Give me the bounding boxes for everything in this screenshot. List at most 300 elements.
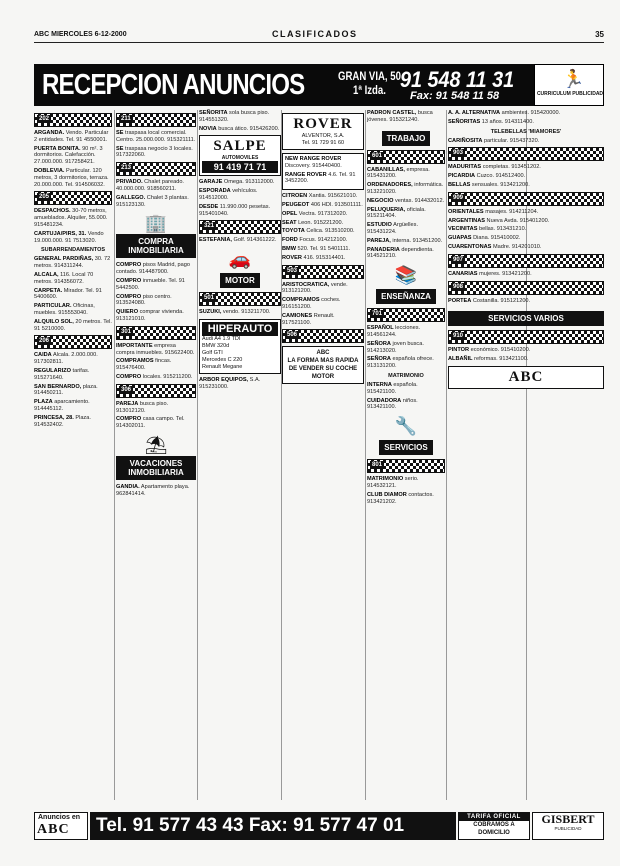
ad-lead: BMW	[282, 245, 296, 252]
classified-ad	[116, 278, 196, 292]
classified-ad	[285, 172, 361, 186]
classified-ad	[116, 146, 196, 160]
ad-list	[448, 110, 604, 126]
classified-ad	[448, 271, 604, 278]
classified-ad	[367, 167, 445, 181]
ad-list	[367, 167, 445, 205]
ad-list	[367, 476, 445, 505]
ad-text: Omega. 913112000.	[222, 179, 275, 186]
ad-lead: CARIÑOSITA	[448, 137, 483, 144]
classified-ad	[34, 256, 112, 270]
ad-lead: MADURITAS	[448, 164, 482, 171]
classified-ad	[367, 341, 445, 355]
ad-list	[448, 298, 604, 305]
building-icon: 🏢	[144, 213, 168, 234]
section-ensenanza: 📚 ENSEÑANZA	[367, 264, 445, 304]
classified-ad	[34, 146, 112, 166]
ad-text: Oficinas, muebles. 915553040.	[34, 303, 95, 316]
classified-ad	[199, 377, 281, 391]
section-code: 211	[116, 113, 196, 127]
ad-lead: DESPACHOS.	[34, 208, 71, 215]
classified-ad	[448, 244, 604, 251]
classified-ad	[448, 226, 604, 233]
classified-ad	[116, 416, 196, 430]
wrench-icon: 🔧	[394, 416, 418, 437]
ad-lead: GANDIA.	[116, 483, 140, 490]
ad-text: 30. 72 metros. 914311244.	[34, 256, 111, 270]
classified-ad	[448, 110, 604, 117]
ad-lead: CLUB DIAMOR	[367, 491, 407, 498]
classified-ad	[367, 198, 445, 205]
ad-text: Xantia. 915621010.	[307, 193, 358, 200]
column-rule	[365, 110, 366, 800]
ad-text: Vectra. 917312020.	[297, 210, 348, 217]
runner-icon: 🏃	[562, 69, 585, 89]
ad-list	[448, 209, 604, 251]
ad-text: busca ático. 915426200.	[216, 125, 280, 132]
ad-text: busca piso. 913012120.	[116, 400, 169, 414]
ad-lead: COMPRO	[116, 416, 142, 423]
classified-ad	[116, 401, 196, 415]
ad-lead: DOBLEVIA.	[34, 167, 65, 174]
ad-text: Chalet 3 plantas. 915123130.	[116, 194, 189, 208]
ad-lead: DESDE	[199, 203, 219, 210]
ad-text: empresa compra inmuebles. 915622400.	[116, 342, 195, 356]
ad-list	[116, 343, 196, 381]
section-code: 506	[282, 329, 364, 343]
ad-lead: CARPETA.	[34, 287, 63, 294]
ad-lead: PAREJA,	[367, 237, 391, 244]
ad-text: 116. Local 70 metros. 914356072.	[34, 271, 94, 285]
beach-icon: ⛱	[144, 434, 168, 455]
ad-text: inmueble. Tel. 91 5442500.	[116, 277, 185, 291]
ad-lead: CUARENTONAS	[448, 243, 492, 250]
ad-lead: A. A. ALTERNATIVA	[448, 110, 501, 116]
ad-list	[34, 352, 112, 428]
rover-ad: ROVER ALVENTOR, S.A. Tel. 91 729 91 60	[282, 113, 364, 150]
column-6	[448, 110, 604, 790]
ad-text: Diana. 915410002.	[471, 235, 521, 242]
ad-lead: ALBAÑIL	[448, 356, 473, 363]
classified-ad	[199, 204, 281, 218]
ad-text: Alcala. 2.000.000. 917302811.	[34, 352, 98, 366]
ad-list	[116, 262, 196, 322]
banner-fax: Fax: 91 548 11 58	[410, 90, 500, 102]
ad-lead: COMPRO	[116, 293, 142, 300]
ad-lead: CABANILLAS,	[367, 166, 405, 173]
ad-text: S.A. 915231000.	[199, 376, 261, 390]
ad-lead: PRINCESA, 28.	[34, 414, 74, 421]
books-icon: 📚	[394, 265, 418, 286]
ad-text: 13 años. 914311400.	[480, 118, 534, 125]
tarifa-oficial-box: TARIFA OFICIAL COBRAMOS A DOMICILIO	[458, 812, 530, 840]
ad-lead: GARAJE	[199, 179, 223, 186]
ad-lead: PRIVADO.	[116, 179, 143, 186]
ad-list	[448, 347, 604, 363]
classified-ad	[34, 368, 112, 382]
anuncios-abc-box: Anuncios en ABC	[34, 812, 88, 840]
section-vacaciones: ⛱ VACACIONES INMOBILIARIA	[116, 434, 196, 480]
ad-text: Golf. 914361222.	[231, 237, 277, 244]
column-5	[367, 110, 445, 790]
ad-list	[34, 256, 112, 332]
ad-text: 20 metros. Tel. 91 5210000.	[34, 318, 112, 332]
section-code: 909	[448, 192, 604, 206]
text-line: BMW 320d	[202, 342, 230, 349]
car-icon: 🚗	[228, 249, 252, 270]
classified-ad	[34, 303, 112, 317]
page-header	[34, 29, 604, 43]
column-rule	[197, 110, 198, 800]
ad-list	[199, 309, 281, 316]
section-code: 321	[199, 220, 281, 234]
classified-ad	[285, 156, 361, 170]
ad-list	[367, 382, 445, 411]
ad-lead: REGULARIZO	[34, 367, 71, 374]
ad-lead: PINTOR	[448, 347, 470, 354]
ad-lead: SE	[116, 145, 124, 152]
ad-lead: MATRIMONIO	[367, 476, 404, 483]
ad-lead: VECINITAS	[448, 226, 478, 233]
ad-lead: PUERTA BONITA.	[34, 145, 81, 152]
ad-list	[34, 208, 112, 244]
ad-text: ambientes. 915420000.	[500, 110, 561, 116]
ad-text: Chalet pareado. 40.000.000. 918560211.	[116, 179, 184, 192]
ad-text: niños. 913421100.	[367, 397, 418, 411]
ad-text: vehículos. 914512000.	[199, 188, 258, 201]
ad-lead: ORIENTALES	[448, 208, 484, 215]
ad-text: española. 915421100.	[367, 381, 418, 395]
ad-text: masajes. 914211204.	[483, 208, 539, 215]
salpe-ad: SALPE AUTOMOVILES 91 419 71 71	[199, 135, 281, 176]
classified-ad	[448, 173, 604, 180]
ad-list	[448, 138, 604, 145]
ad-lead: PARTICULAR.	[34, 303, 72, 310]
ad-lead: NOVIA	[199, 125, 217, 132]
classified-ad	[116, 130, 196, 144]
classified-ad	[448, 209, 604, 216]
ad-text: particular. 915437320.	[482, 137, 540, 144]
ad-text: mujeres. 913421200.	[477, 270, 532, 277]
ad-lead: ESTUDIO	[367, 222, 392, 229]
ad-lead: PANADERIA	[367, 246, 400, 253]
ad-lead: PICARDIA	[448, 173, 476, 180]
ad-lead: TOYOTA	[282, 228, 305, 235]
ad-list	[285, 156, 361, 185]
ad-text: completas. 913451202.	[481, 164, 541, 171]
ad-lead: FORD	[282, 237, 298, 244]
ad-list	[448, 271, 604, 278]
section-code: 903	[448, 147, 604, 161]
header-date: ABC MIERCOLES 6-12-2000	[34, 31, 127, 38]
ad-lead: IMPORTANTE	[116, 342, 153, 349]
ad-text: 520. Tel. 91 5401111.	[295, 245, 350, 252]
ad-lead: COMPRO	[116, 373, 142, 380]
classified-ad	[199, 126, 281, 133]
section-code: 205	[34, 191, 112, 205]
section-motor: 🚗 MOTOR	[199, 248, 281, 288]
abc-motor-ad	[282, 346, 364, 384]
ad-text: Madre. 914201010.	[491, 243, 542, 250]
ad-text: casa campo. Tel. 914302011.	[116, 416, 185, 430]
ad-text: Plaza. 914532402.	[34, 414, 91, 428]
ad-text: traspasa negocio 3 locales. 917322060.	[116, 145, 193, 159]
ad-text: reformas. 913421100.	[472, 356, 529, 363]
ad-lead: PLAZA	[34, 399, 53, 406]
gisbert-box: GISBERT PUBLICIDAD	[532, 812, 604, 840]
ad-text: fincas. 915476400.	[116, 358, 172, 372]
ad-text: sensuales. 913421200.	[470, 181, 530, 188]
ad-text: 30-70 metros, amueblados. Alquiler, 55.000. 915481234.	[34, 208, 108, 228]
ad-text: Vendo. Particular 2 entidades. Tel. 91 4550001.	[34, 130, 109, 143]
section-code: 601	[367, 150, 445, 164]
text-line: Audi A4 1.9 TDI	[202, 335, 241, 342]
ad-lead: PAREJA	[116, 400, 139, 407]
ad-text: Celica. 913510200.	[304, 228, 355, 235]
ad-lead: SEÑORA	[367, 356, 391, 363]
subheading: SUBARRENDAMIENTOS	[40, 247, 106, 254]
ad-text: Costanilla. 915121200.	[471, 297, 531, 304]
ad-text: Nueva Avda. 915401200.	[484, 217, 550, 224]
ad-list	[448, 164, 604, 188]
ad-lead: BELLAS	[448, 181, 471, 188]
classified-ad	[34, 352, 112, 366]
ad-lead: COMPRO	[116, 262, 142, 269]
ad-lead: ROVER	[282, 254, 302, 261]
section-code: 701	[367, 308, 445, 322]
abc-logo-box: ABC	[448, 366, 604, 389]
ad-text: Discovery. 915440400.	[285, 162, 342, 169]
ad-lead: COMPRO	[116, 277, 142, 284]
ad-text: busca jóvenes. 915321240.	[367, 110, 433, 123]
subheading: MATRIMONIO	[388, 372, 424, 379]
classified-ad	[116, 179, 196, 193]
ad-lead: COMPRAMOS	[116, 358, 154, 365]
banner-title: RECEPCION ANUNCIOS	[42, 69, 305, 101]
ad-lead: GALLEGO.	[116, 194, 146, 201]
section-code: 907	[448, 254, 604, 268]
column-rule	[114, 110, 115, 800]
classified-ad	[367, 476, 445, 490]
ad-text: joven busca. 914213020.	[367, 340, 424, 354]
ad-lead: ESPORADA	[199, 188, 231, 195]
ad-list	[199, 237, 281, 244]
classified-ad	[199, 309, 281, 316]
section-code: 301	[116, 326, 196, 340]
section-trabajo: TRABAJO	[367, 128, 445, 146]
classified-ad	[34, 399, 112, 413]
classified-ad	[116, 358, 196, 372]
ad-text: traspasa local comercial. Centro. 25.000.000. 915321111.	[116, 130, 196, 143]
ad-lead: SE	[116, 130, 124, 136]
classified-ad	[448, 119, 604, 126]
section-code: 503	[282, 265, 364, 279]
ad-list	[367, 110, 445, 124]
text-line: Tel. 91 729 91 60	[301, 140, 345, 146]
ad-text: bellas. 913431210.	[477, 226, 527, 233]
ad-text: informática. 913221020.	[367, 182, 444, 195]
ad-list	[34, 130, 112, 188]
classified-ad	[448, 182, 604, 189]
ad-list	[282, 193, 364, 261]
classified-ad	[282, 202, 364, 209]
ad-lead: ARGANDA.	[34, 130, 65, 136]
ad-text: lecciones. 914561244.	[367, 325, 421, 338]
page-number: 35	[595, 30, 604, 39]
ad-text: Mirador. Tel. 91 5400600.	[34, 287, 102, 301]
ad-text: tarifas. 915271640.	[34, 367, 90, 381]
ad-text: vende. 913121200.	[282, 281, 348, 295]
classified-ad	[367, 238, 445, 245]
ad-text: contactos. 913421202.	[367, 491, 434, 505]
ad-text: sola busca piso. 914551320.	[199, 110, 270, 123]
ad-lead: SEÑORITA	[199, 110, 228, 116]
ad-text: Focus. 914212100.	[297, 237, 348, 244]
ad-text: dependienta. 914521210.	[367, 246, 434, 260]
banner-address: GRAN VIA, 50 1ª Izda.	[338, 69, 401, 97]
ad-lead: ESTEFANIA,	[199, 237, 232, 244]
ad-text: Cuzco. 914512400.	[475, 173, 526, 180]
ad-lead: COMPRAMOS	[282, 297, 320, 304]
classified-ad	[34, 319, 112, 333]
ad-lead: NEGOCIO	[367, 197, 394, 204]
ad-lead: NEW RANGE ROVER	[285, 156, 342, 162]
ad-text: comprar vivienda. 913121010.	[116, 309, 184, 322]
ad-lead: OPEL	[282, 210, 298, 217]
ad-text: interna. 913451200.	[390, 237, 443, 244]
ad-text: Leon. 915221200.	[296, 219, 344, 226]
text-line: DE VENDER SU COCHE	[288, 366, 358, 373]
ad-lead: SEÑORA	[367, 340, 391, 347]
ad-lead: ARISTOCRATICA,	[282, 281, 330, 288]
classified-ad	[448, 347, 604, 354]
classified-ad	[34, 208, 112, 228]
ad-lead: CANARIAS	[448, 270, 478, 277]
ad-lead: QUIERO	[116, 309, 139, 316]
ad-text: 4.6. Tel. 91 3452200.	[285, 171, 356, 185]
ad-lead: ESPAÑOL	[367, 325, 394, 332]
classified-ad	[34, 231, 112, 245]
classified-ad	[116, 309, 196, 323]
column-1	[34, 110, 112, 790]
ad-list	[367, 207, 445, 261]
ad-text: empresa. 915431200.	[367, 166, 430, 180]
classified-ad	[34, 168, 112, 188]
ad-text: española ofrece. 913131200.	[367, 356, 434, 370]
ad-list	[282, 282, 364, 327]
ad-text: Apartamento playa. 962841414.	[116, 483, 190, 497]
section-code: 908	[448, 281, 604, 295]
ad-text: Vendo 19.000.000. 91 7513020.	[34, 230, 104, 244]
classified-ad	[34, 288, 112, 302]
text-line: ALVENTOR, S.A.	[301, 133, 345, 139]
classified-ad	[282, 228, 364, 235]
classified-ad	[282, 211, 364, 218]
classified-ad	[367, 110, 445, 124]
ad-text: plaza. 914450211.	[34, 383, 98, 397]
ad-lead: INTERNA	[367, 381, 392, 388]
ad-text: 90 m². 3 dormitorios. Calefacción. 27.000.000. 917258421.	[34, 145, 103, 166]
ad-lead: PADRON CASTEL,	[367, 110, 417, 116]
text-line: LA FORMA MAS RAPIDA	[287, 358, 359, 365]
classified-ad	[282, 255, 364, 262]
ad-text: 11.990.000 pesetas. 915401040.	[199, 203, 271, 217]
ad-lead: ALQUILO SOL,	[34, 318, 74, 325]
ad-list	[199, 377, 281, 391]
hiperauto-lines	[202, 336, 278, 371]
classified-ad	[199, 188, 281, 202]
ad-lead: GUAPAS	[448, 235, 472, 242]
text-line: Golf GTI	[202, 349, 223, 356]
curriculum-logo: 🏃 CURRICULUM PUBLICIDAD	[534, 64, 604, 106]
classified-ad	[34, 272, 112, 286]
section-code: 213	[116, 162, 196, 176]
classified-ad	[116, 343, 196, 357]
classified-ad	[367, 398, 445, 412]
classified-ad	[116, 294, 196, 308]
ad-text: vendo. 913211700.	[221, 309, 271, 316]
section-code: 202	[34, 113, 112, 127]
ad-lead: ARBOR EQUIPOS,	[199, 376, 249, 383]
ad-text: serio. 914532121.	[367, 476, 419, 489]
ad-lead: CITROEN	[282, 193, 308, 200]
ad-text: Argüelles. 915431224.	[367, 222, 418, 235]
ad-lead: GENERAL PARDIÑAS,	[34, 256, 94, 263]
classified-ad	[367, 182, 445, 196]
ad-text: locales. 915211200.	[141, 373, 193, 380]
classified-ad	[116, 484, 196, 498]
ad-lead: SAN BERNARDO,	[34, 383, 82, 390]
ad-text: Particular. 120 metros, 3 dormitorios, terraza. 20.000.000. Tel. 914506032.	[34, 167, 109, 188]
section-code: 910	[448, 330, 604, 344]
ad-list	[116, 484, 196, 498]
classified-ad	[282, 237, 364, 244]
ad-lead: PELUQUERIA,	[367, 206, 406, 213]
section-code: 801	[367, 459, 445, 473]
ad-lead: ARGENTINAS	[448, 217, 485, 224]
section-servicios-varios: SERVICIOS VARIOS	[448, 308, 604, 326]
ad-list	[116, 401, 196, 430]
classified-ad	[282, 193, 364, 200]
ad-list	[116, 179, 196, 208]
ad-lead: ORDENADORES,	[367, 182, 413, 189]
ad-text: aparcamiento. 914445112.	[34, 399, 90, 412]
section-code: 306	[116, 384, 196, 398]
classified-ad	[199, 237, 281, 244]
classified-ad	[116, 262, 196, 276]
classified-ad	[448, 298, 604, 305]
ad-lead: SEÑORITAS	[448, 118, 481, 125]
classified-ad	[448, 138, 604, 145]
classified-ad	[367, 325, 445, 339]
classified-ad	[199, 179, 281, 186]
section-servicios: 🔧 SERVICIOS	[367, 415, 445, 455]
section-code: 206	[34, 335, 112, 349]
classified-ad	[199, 110, 281, 124]
ad-text: oficiala. 915211404.	[367, 206, 426, 220]
text-line: MOTOR	[311, 374, 335, 381]
column-rule	[446, 110, 447, 800]
section-code: 501	[199, 292, 281, 306]
reception-banner	[34, 64, 604, 106]
classified-ad	[282, 246, 364, 253]
text-line: Mercedes C 220	[202, 356, 243, 363]
classified-ad	[448, 164, 604, 171]
text-line: ABC	[316, 350, 330, 357]
column-4	[282, 110, 364, 790]
ad-list	[199, 110, 281, 132]
classified-ad	[367, 247, 445, 261]
